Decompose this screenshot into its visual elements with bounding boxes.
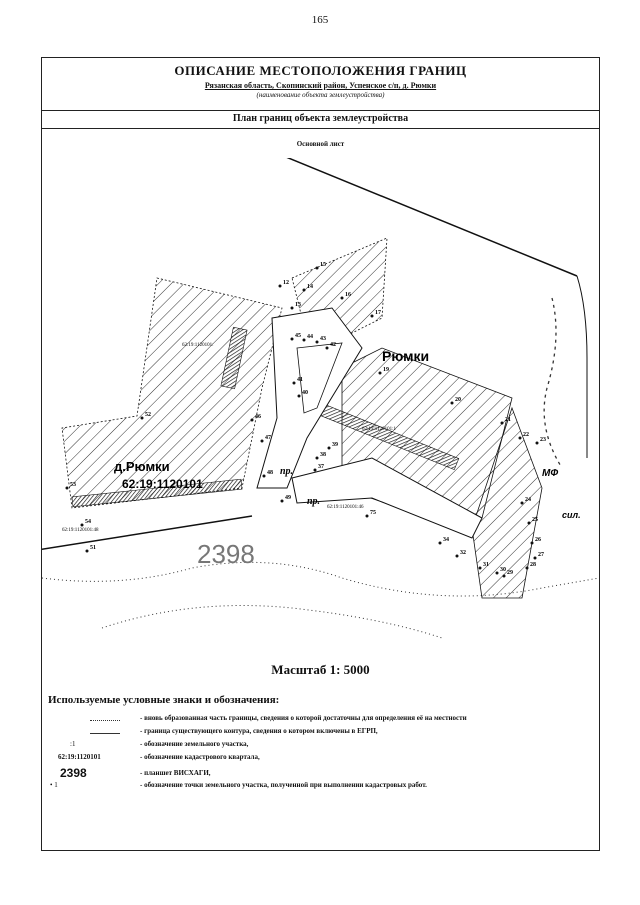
survey-point-label: 13 bbox=[295, 302, 301, 308]
survey-point-marker bbox=[371, 315, 374, 318]
survey-point-marker bbox=[303, 289, 306, 292]
survey-point-label: 51 bbox=[90, 545, 96, 551]
survey-point-marker bbox=[366, 515, 369, 518]
boundary-map bbox=[42, 158, 599, 658]
solid-line-symbol bbox=[90, 733, 120, 734]
survey-point-label: 53 bbox=[70, 482, 76, 488]
legend-symbol: :1 bbox=[70, 740, 76, 748]
parcel-label-2: 62:19:1120101 bbox=[122, 477, 203, 491]
road-curve bbox=[577, 276, 587, 458]
legend-item: :1 - обозначение земельного участка, bbox=[48, 740, 593, 753]
survey-point-label: 40 bbox=[302, 390, 308, 396]
legend-symbol: • 1 bbox=[50, 781, 58, 789]
document-title: ОПИСАНИЕ МЕСТОПОЛОЖЕНИЯ ГРАНИЦ bbox=[174, 63, 467, 78]
survey-point-label: 42 bbox=[330, 342, 336, 348]
survey-point-label: 38 bbox=[320, 452, 326, 458]
survey-point-marker bbox=[536, 442, 539, 445]
survey-point-label: 29 bbox=[507, 570, 513, 576]
survey-point-label: 41 bbox=[297, 377, 303, 383]
survey-point-label: 14 bbox=[307, 284, 313, 290]
survey-point-marker bbox=[291, 338, 294, 341]
survey-point-label: 43 bbox=[320, 336, 326, 342]
survey-point-label: 49 bbox=[285, 495, 291, 501]
legend-item: 2398 - планшет ВИСХАГИ, bbox=[48, 766, 593, 781]
legend-symbol: 62:19:1120101 bbox=[58, 753, 101, 761]
survey-point-label: 23 bbox=[540, 437, 546, 443]
survey-point-label: 28 bbox=[530, 562, 536, 568]
road-line bbox=[264, 158, 577, 276]
legend-item: - граница существующего контура, сведения о котором включены в ЕГРП, bbox=[48, 727, 593, 740]
survey-point-label: 20 bbox=[455, 397, 461, 403]
legend-symbol: 2398 bbox=[60, 766, 87, 780]
plan-title: План границ объекта землеустройства bbox=[42, 110, 599, 129]
survey-point-marker bbox=[326, 347, 329, 350]
mf-label: МФ bbox=[542, 468, 559, 479]
survey-point-label: 46 bbox=[255, 414, 261, 420]
survey-point-marker bbox=[456, 555, 459, 558]
legend bbox=[48, 714, 593, 794]
village-label: Рюмки bbox=[382, 348, 430, 364]
survey-point-label: 24 bbox=[525, 497, 531, 503]
survey-point-marker bbox=[141, 417, 144, 420]
survey-point-label: 75 bbox=[370, 510, 376, 516]
survey-point-marker bbox=[479, 567, 482, 570]
survey-point-label: 16 bbox=[345, 292, 351, 298]
pr-label-1: пр. bbox=[280, 466, 294, 477]
map-scale: Масштаб 1: 5000 bbox=[271, 662, 370, 677]
survey-point-marker bbox=[451, 402, 454, 405]
page-number: 165 bbox=[311, 14, 329, 26]
survey-point-marker bbox=[521, 502, 524, 505]
small-label-a: 62:19:1120101: bbox=[182, 343, 214, 348]
dotted-line-symbol bbox=[90, 720, 120, 721]
survey-point-marker bbox=[81, 524, 84, 527]
survey-point-marker bbox=[86, 550, 89, 553]
survey-point-marker bbox=[501, 422, 504, 425]
survey-point-marker bbox=[263, 475, 266, 478]
survey-point-marker bbox=[519, 437, 522, 440]
small-label-b: 62:19:1120101:48 bbox=[62, 528, 99, 533]
survey-point-label: 22 bbox=[523, 432, 529, 438]
parcel-label-1: д.Рюмки bbox=[114, 459, 170, 474]
survey-point-label: 21 bbox=[505, 417, 511, 423]
sil-label: сил. bbox=[562, 510, 581, 520]
small-label-c: 62:19:1120101:46 bbox=[327, 505, 364, 510]
survey-point-marker bbox=[316, 341, 319, 344]
header-block bbox=[42, 58, 599, 111]
location-caption: (наименование объекта землеустройства) bbox=[256, 91, 385, 99]
survey-point-marker bbox=[316, 267, 319, 270]
survey-point-marker bbox=[66, 487, 69, 490]
survey-point-label: 31 bbox=[483, 562, 489, 568]
contour-line-2 bbox=[102, 606, 442, 639]
survey-point-label: 30 bbox=[500, 567, 506, 573]
small-label-d: 62:19:1120101:1 bbox=[362, 427, 396, 432]
survey-point-marker bbox=[261, 440, 264, 443]
survey-point-label: 25 bbox=[532, 517, 538, 523]
parcel-west bbox=[62, 278, 282, 508]
survey-point-label: 47 bbox=[265, 435, 271, 441]
survey-point-marker bbox=[298, 395, 301, 398]
survey-point-marker bbox=[291, 307, 294, 310]
survey-point-marker bbox=[534, 557, 537, 560]
survey-point-marker bbox=[531, 542, 534, 545]
survey-point-marker bbox=[328, 447, 331, 450]
survey-point-marker bbox=[379, 372, 382, 375]
survey-point-label: 19 bbox=[383, 367, 389, 373]
survey-point-label: 32 bbox=[460, 550, 466, 556]
survey-point-marker bbox=[528, 522, 531, 525]
legend-item: 62:19:1120101 - обозначение кадастрового квартала, bbox=[48, 753, 593, 766]
survey-point-marker bbox=[314, 469, 317, 472]
survey-point-label: 15 bbox=[320, 262, 326, 268]
survey-point-marker bbox=[503, 575, 506, 578]
survey-point-marker bbox=[279, 285, 282, 288]
survey-point-marker bbox=[293, 382, 296, 385]
contour-line-3 bbox=[544, 298, 562, 468]
survey-point-label: 54 bbox=[85, 519, 91, 525]
survey-point-marker bbox=[303, 339, 306, 342]
location-line: Рязанская область, Скопинский район, Успенское с/п, д. Рюмки bbox=[204, 81, 437, 90]
legend-item: - вновь образованная часть границы, сведения о которой достаточны для определения её на местности bbox=[48, 714, 593, 727]
survey-point-label: 45 bbox=[295, 333, 301, 339]
survey-point-marker bbox=[439, 542, 442, 545]
survey-point-label: 39 bbox=[332, 442, 338, 448]
survey-point-label: 17 bbox=[375, 310, 381, 316]
survey-point-marker bbox=[316, 457, 319, 460]
survey-point-marker bbox=[526, 567, 529, 570]
survey-point-marker bbox=[281, 500, 284, 503]
pr-label-2: пр. bbox=[307, 496, 321, 507]
survey-point-label: 48 bbox=[267, 470, 273, 476]
survey-point-label: 27 bbox=[538, 552, 544, 558]
survey-point-label: 34 bbox=[443, 537, 449, 543]
survey-point-marker bbox=[341, 297, 344, 300]
tablet-number: 2398 bbox=[197, 539, 255, 569]
survey-point-marker bbox=[251, 419, 254, 422]
survey-point-label: 52 bbox=[145, 412, 151, 418]
survey-point-label: 44 bbox=[307, 334, 313, 340]
document-frame bbox=[41, 57, 600, 851]
legend-title: Используемые условные знаки и обозначения: bbox=[48, 694, 280, 706]
sheet-label: Основной лист bbox=[296, 140, 345, 148]
survey-point-label: 12 bbox=[283, 280, 289, 286]
survey-point-marker bbox=[496, 572, 499, 575]
survey-point-label: 37 bbox=[318, 464, 324, 470]
survey-point-label: 26 bbox=[535, 537, 541, 543]
legend-item: • 1 - обозначение точки земельного участка, полученной при выполнении кадастровых работ. bbox=[50, 781, 427, 789]
